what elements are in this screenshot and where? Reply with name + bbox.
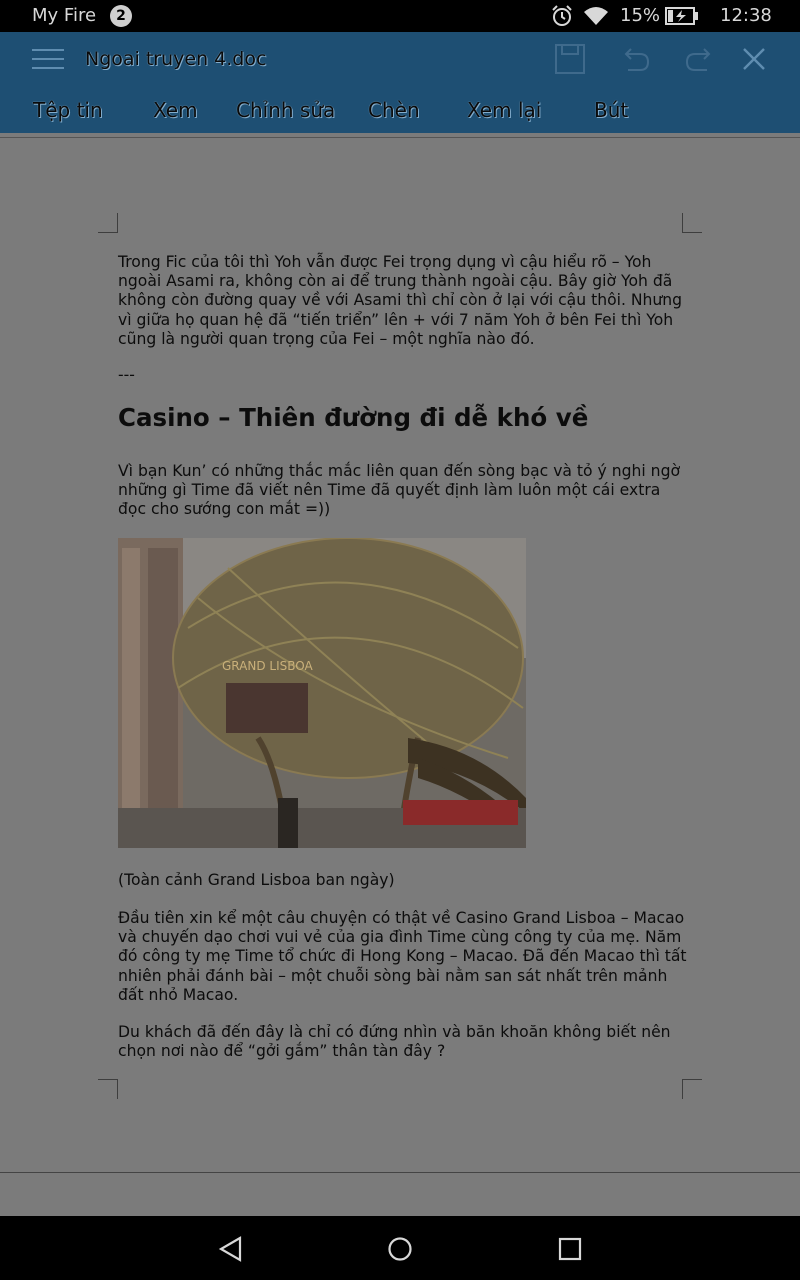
menu-file[interactable]: Tệp tin [33,98,103,122]
section-heading: Casino – Thiên đường đi dễ khó về [118,403,589,432]
battery-percent: 15% [620,5,661,26]
menu-review[interactable]: Xem lại [467,98,542,122]
home-icon[interactable] [385,1234,415,1264]
save-icon[interactable] [553,42,587,76]
redo-icon[interactable] [683,42,717,76]
paragraph: Đầu tiên xin kể một câu chuyện có thật về Casino Grand Lisboa – Macao và chuyến dạo chơi vui vẻ của gia đình Time cùng công ty của mẹ. Năm đó công ty mẹ Time tổ chức đi Hong Kong – Macao. Đã đến Macao thì tất nhiên phải đánh bài – một chuỗi sòng bài nằm san sát nhất trên mảnh đất nhỏ Macao. [118,909,687,1004]
navigation-bar [0,1216,800,1280]
image-caption: (Toàn cảnh Grand Lisboa ban ngày) [118,871,395,889]
hamburger-menu-icon[interactable] [32,47,64,71]
document-canvas[interactable] [0,133,800,1216]
paragraph: Vì bạn Kun’ có những thắc mắc liên quan đến sòng bạc và tỏ ý nghi ngờ những gì Time đã viết nên Time đã quyết định làm luôn một cái extra đọc cho sướng con mắt =)) [118,462,681,519]
recents-icon[interactable] [555,1234,585,1264]
carrier-label: My Fire [32,5,97,26]
status-bar [0,0,800,32]
casino-photo[interactable] [118,538,526,848]
clock: 12:38 [720,5,772,26]
page-margin-corner [98,213,118,233]
battery-charging-icon [665,7,699,25]
notification-count-badge: 2 [110,5,132,27]
wifi-icon [583,4,609,28]
video-billboard [226,683,308,733]
app-bar [0,32,800,133]
page-margin-corner [682,1079,702,1099]
photo-sign-text: GRAND LISBOA [222,659,313,673]
divider [0,1172,800,1173]
alarm-icon [550,4,574,28]
menu-pen[interactable]: Bút [594,98,629,122]
page-margin-corner [682,213,702,233]
divider [0,137,800,138]
menu-view[interactable]: Xem [153,98,198,122]
page-margin-corner [98,1079,118,1099]
dome [173,538,523,778]
paragraph: Trong Fic của tôi thì Yoh vẫn được Fei trọng dụng vì cậu hiểu rõ – Yoh ngoài Asami ra, không còn ai để trung thành ngoài cậu. Bây giờ Yoh đã không còn đường quay về với Asami thì chỉ còn ở lại với cậu thôi. Nhưng vì giữa họ quan hệ đã “tiến triển” lên + với 7 năm Yoh ở bên Fei thì Yoh cũng là người quan trọng của Fei – một nghĩa nào đó. [118,253,683,348]
back-icon[interactable] [216,1234,246,1264]
paragraph: Du khách đã đến đây là chỉ có đứng nhìn và băn khoăn không biết nên chọn nơi nào để “gởi gắm” thân tàn đây ? [118,1023,671,1061]
document-title: Ngoai truyen 4.doc [85,48,267,70]
menu-insert[interactable]: Chèn [368,98,420,122]
undo-icon[interactable] [618,42,652,76]
close-icon[interactable] [737,42,771,76]
menu-bar [0,98,800,128]
menu-edit[interactable]: Chỉnh sửa [236,98,336,122]
separator-text: --- [118,366,135,384]
